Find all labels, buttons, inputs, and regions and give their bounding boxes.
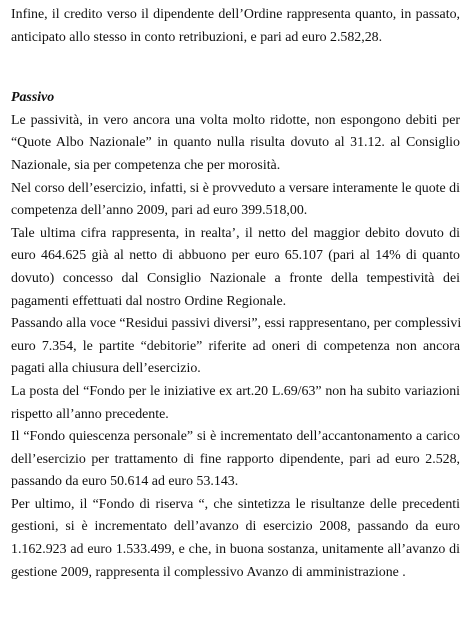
text-line: dovuto) concesso dal Consiglio Nazionale a fronte della tempestività dei: [11, 270, 460, 286]
text-line: Per ultimo, il “Fondo di riserva “, che sintetizza le risultanze delle precedenti: [11, 496, 460, 512]
text-line: competenza dell’anno 2009, pari ad euro 399.518,00.: [11, 203, 308, 219]
paragraph-passivita: [11, 110, 460, 178]
spacer: [11, 49, 460, 87]
text-line: pagamenti effettuati dal nostro Ordine Regionale.: [11, 293, 287, 309]
text-line: Nazionale, sia per competenza che per morosità.: [11, 157, 281, 173]
text-line: euro 7.354, le partite “debitorie” riferite ad oneri di competenza non ancora: [11, 338, 460, 354]
text-line: Il “Fondo quiescenza personale” si è incrementato dell’accantonamento a carico: [11, 429, 460, 445]
text-line: Passando alla voce “Residui passivi diversi”, essi rappresentano, per complessivi: [11, 316, 462, 332]
text-line: Nel corso dell’esercizio, infatti, si è provveduto a versare interamente le quote di: [11, 180, 460, 196]
text-line: Le passività, in vero ancora una volta molto ridotte, non espongono debiti per: [11, 112, 460, 128]
document-page: [11, 4, 460, 584]
section-heading-passivo: Passivo: [11, 90, 55, 106]
text-line: “Quote Albo Nazionale” in quanto nulla risulta dovuto al 31.12. al Consiglio: [11, 135, 460, 151]
paragraph-quote-2009: [11, 178, 460, 223]
paragraph-residui-passivi: [11, 313, 460, 381]
text-line: gestione 2009, rappresenta il complessivo Avanzo di amministrazione .: [11, 564, 406, 580]
text-line: rispetto all’anno precedente.: [11, 406, 169, 422]
text-line: pagati alla chiusura dell’esercizio.: [11, 361, 201, 377]
text-line: 1.162.923 ad euro 1.533.499, e che, in buona sostanza, unitamente all’avanzo di: [11, 542, 460, 558]
text-line: gestioni, si è incrementato dell’avanzo di esercizio 2008, passando da euro: [11, 519, 460, 535]
text-line: euro 464.625 già al netto di abbuono per euro 65.107 (pari al 14% di quanto: [11, 248, 460, 264]
text-line: anticipato allo stesso in conto retribuzioni, e pari ad euro 2.582,28.: [11, 29, 383, 45]
text-line: Infine, il credito verso il dipendente dell’Ordine rappresenta quanto, in passato,: [11, 7, 460, 22]
text-line: dell’esercizio per trattamento di fine rapporto dipendente, pari ad euro 2.528,: [11, 451, 460, 467]
paragraph-fondo-iniziative: [11, 381, 460, 426]
paragraph-fondo-quiescenza: [11, 426, 460, 494]
paragraph-netto-debito: [11, 223, 460, 313]
text-line: La posta del “Fondo per le iniziative ex art.20 L.69/63” non ha subito variazioni: [11, 383, 460, 399]
intro-paragraph: [11, 4, 460, 49]
text-line: Tale ultima cifra rappresenta, in realta’, il netto del maggior debito dovuto di: [11, 225, 460, 241]
text-line: passando da euro 50.614 ad euro 53.143.: [11, 474, 239, 490]
paragraph-fondo-riserva: [11, 494, 460, 584]
